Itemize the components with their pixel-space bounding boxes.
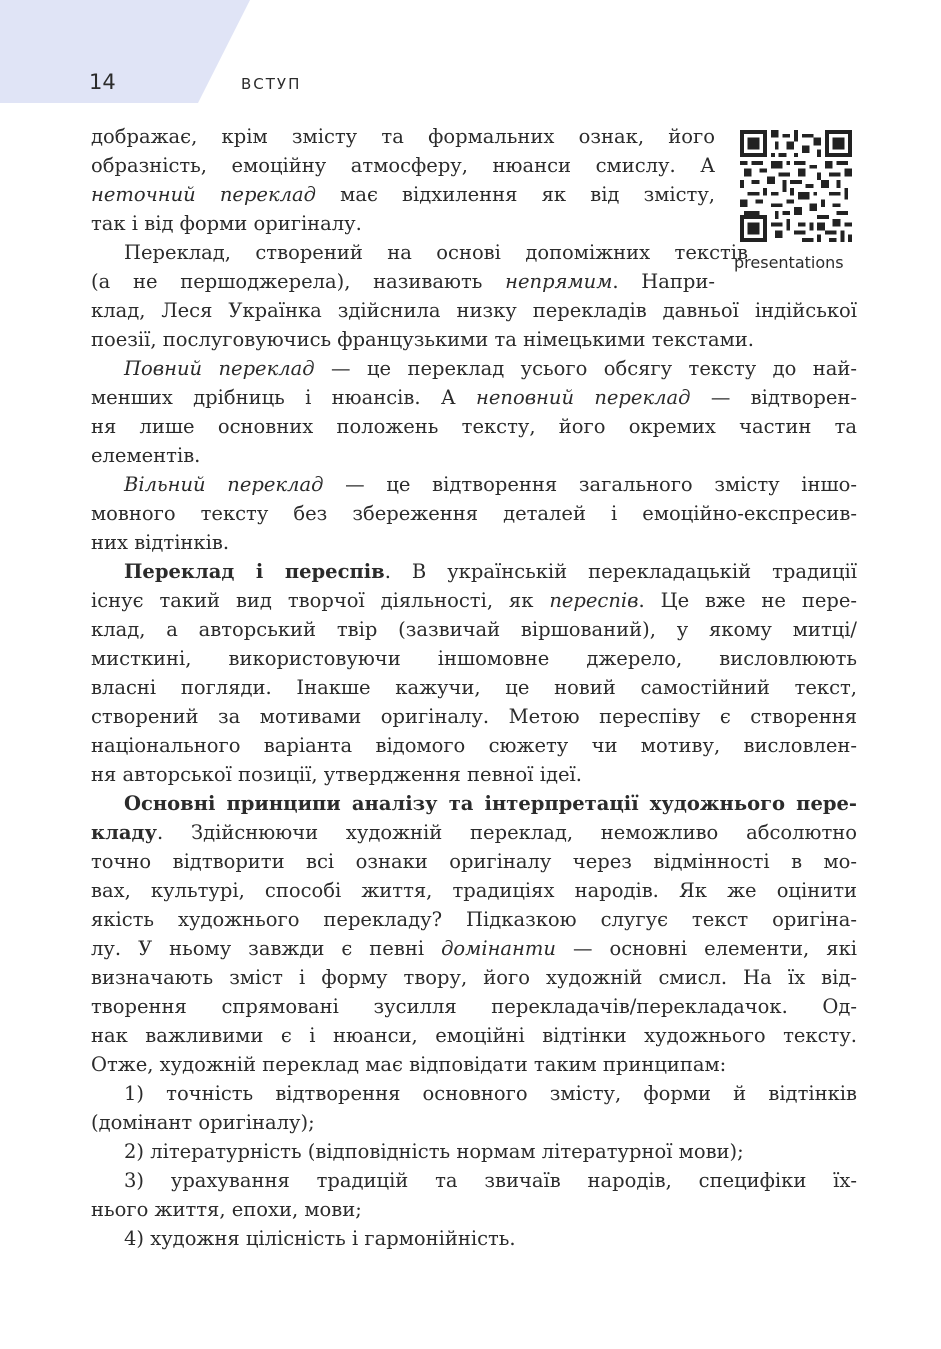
text-segment: вах, культурі, способі життя, традиціях народів. Як же оцінити <box>91 879 857 902</box>
text-segment: нього життя, епохи, мови; <box>91 1198 362 1221</box>
text-line <box>91 702 857 731</box>
text-segment: нак важливими є і нюанси, емоційні відтінки художнього тексту. <box>91 1024 857 1047</box>
qr-caption: presentations <box>734 253 844 272</box>
text-line <box>91 1195 857 1224</box>
text-segment: менших дрібниць і нюансів. А <box>91 386 477 409</box>
italic-term: переспів <box>549 589 639 612</box>
text-segment: власні погляди. Інакше кажучи, це новий самостійний текст, <box>91 676 857 699</box>
text-line <box>91 760 857 789</box>
text-segment: 1) точність відтворення основного змісту, форми й відтінків <box>124 1082 857 1105</box>
text-segment: мовного тексту без збереження деталей і емоційно-експресив- <box>91 502 857 525</box>
text-segment: дображає, крім змісту та формальних ознак, його <box>91 125 715 148</box>
text-line <box>91 731 857 760</box>
bold-term: Переклад і переспів <box>124 560 385 583</box>
text-line <box>91 876 857 905</box>
text-line <box>91 1021 857 1050</box>
text-segment: має відхилення як від змісту, <box>316 183 715 206</box>
text-line <box>91 1137 857 1166</box>
text-line <box>91 267 715 296</box>
text-segment: образність, емоційну атмосферу, нюанси смислу. А <box>91 154 715 177</box>
text-segment: клад, а авторський твір (зазвичай віршований), у якому митці/ <box>91 618 857 641</box>
text-line <box>91 818 857 847</box>
text-segment: . Напри- <box>612 270 715 293</box>
text-segment: створений за мотивами оригіналу. Метою переспіву є створення <box>91 705 857 728</box>
text-segment: — це переклад усього обсягу тексту до най- <box>314 357 857 380</box>
text-segment: 3) урахування традицій та звичаїв народів, специфіки їх- <box>124 1169 857 1192</box>
text-line <box>91 673 857 702</box>
text-segment: 4) художня цілісність і гармонійність. <box>124 1227 516 1250</box>
italic-term: Вільний переклад <box>124 473 324 496</box>
text-segment: (домінант оригіналу); <box>91 1111 315 1134</box>
text-line <box>91 963 857 992</box>
text-segment: мисткині, використовуючи іншомовне джерело, висловлюють <box>91 647 857 670</box>
text-segment: ня лише основних положень тексту, його окремих частин та <box>91 415 857 438</box>
text-segment: творення спрямовані зусилля перекладачів/перекладачок. Од- <box>91 995 857 1018</box>
text-line <box>91 354 857 383</box>
text-line <box>91 151 715 180</box>
text-segment: клад, Леся Українка здійснила низку перекладів давньої індійської <box>91 299 857 322</box>
text-line <box>91 1224 857 1253</box>
text-line <box>91 644 857 673</box>
text-segment: ня авторської позиції, утвердження певної ідеї. <box>91 763 582 786</box>
text-line <box>91 1166 857 1195</box>
italic-term: Повний переклад <box>124 357 315 380</box>
text-line <box>91 441 857 470</box>
text-segment: національного варіанта відомого сюжету чи мотиву, висловлен- <box>91 734 857 757</box>
text-segment: 2) літературність (відповідність нормам літературної мови); <box>124 1140 744 1163</box>
text-line <box>91 383 857 412</box>
text-line <box>91 934 857 963</box>
text-segment: існує такий вид творчої діяльності, як <box>91 589 550 612</box>
text-segment: них відтінків. <box>91 531 230 554</box>
bold-term: Основні принципи аналізу та інтерпретації художнього пере- <box>124 792 857 815</box>
page-number: 14 <box>89 70 116 94</box>
italic-term: неповний переклад <box>476 386 691 409</box>
text-segment: — відтворен- <box>690 386 858 409</box>
text-line <box>91 557 857 586</box>
text-segment: якість художнього перекладу? Підказкою слугує текст оригіна- <box>91 908 857 931</box>
text-line <box>91 586 857 615</box>
text-line <box>91 1108 857 1137</box>
text-line <box>91 528 857 557</box>
text-segment: Отже, художній переклад має відповідати таким принципам: <box>91 1053 727 1076</box>
text-segment: . Це вже не пере- <box>638 589 858 612</box>
text-segment: визначають зміст і форму твору, його художній смисл. На їх від- <box>91 966 857 989</box>
text-segment: Переклад, створений на основі допоміжних текстів <box>124 241 748 264</box>
body-text <box>91 122 857 1253</box>
text-segment: — основні елементи, які <box>555 937 857 960</box>
text-segment: точно відтворити всі ознаки оригіналу через відмінності в мо- <box>91 850 857 873</box>
text-segment: так і від форми оригіналу. <box>91 212 362 235</box>
text-line <box>91 209 715 238</box>
text-line <box>91 122 715 151</box>
italic-term: домінанти <box>441 937 556 960</box>
text-line <box>91 470 857 499</box>
bold-term: кладу <box>91 821 157 844</box>
text-segment: елементів. <box>91 444 201 467</box>
text-line <box>91 789 857 818</box>
text-line <box>91 325 857 354</box>
text-segment: — це відтворення загального змісту іншо- <box>323 473 857 496</box>
header-band <box>0 0 250 103</box>
section-title: ВСТУП <box>241 75 302 93</box>
text-line <box>91 847 857 876</box>
italic-term: неточний переклад <box>91 183 317 206</box>
text-line <box>91 992 857 1021</box>
text-segment: поезії, послуговуючись французькими та німецькими текстами. <box>91 328 754 351</box>
text-line <box>91 905 857 934</box>
text-line <box>91 615 857 644</box>
text-line <box>91 238 748 267</box>
text-line <box>91 1079 857 1108</box>
text-line <box>91 180 715 209</box>
text-segment: . В українській перекладацькій традиції <box>384 560 857 583</box>
text-segment: лу. У ньому завжди є певні <box>91 937 442 960</box>
text-segment: (а не першоджерела), називають <box>91 270 506 293</box>
text-segment: . Здійснюючи художній переклад, неможливо абсолютно <box>156 821 857 844</box>
italic-term: непрямим <box>505 270 613 293</box>
text-line <box>91 296 857 325</box>
text-line <box>91 1050 857 1079</box>
text-line <box>91 499 857 528</box>
text-line <box>91 412 857 441</box>
